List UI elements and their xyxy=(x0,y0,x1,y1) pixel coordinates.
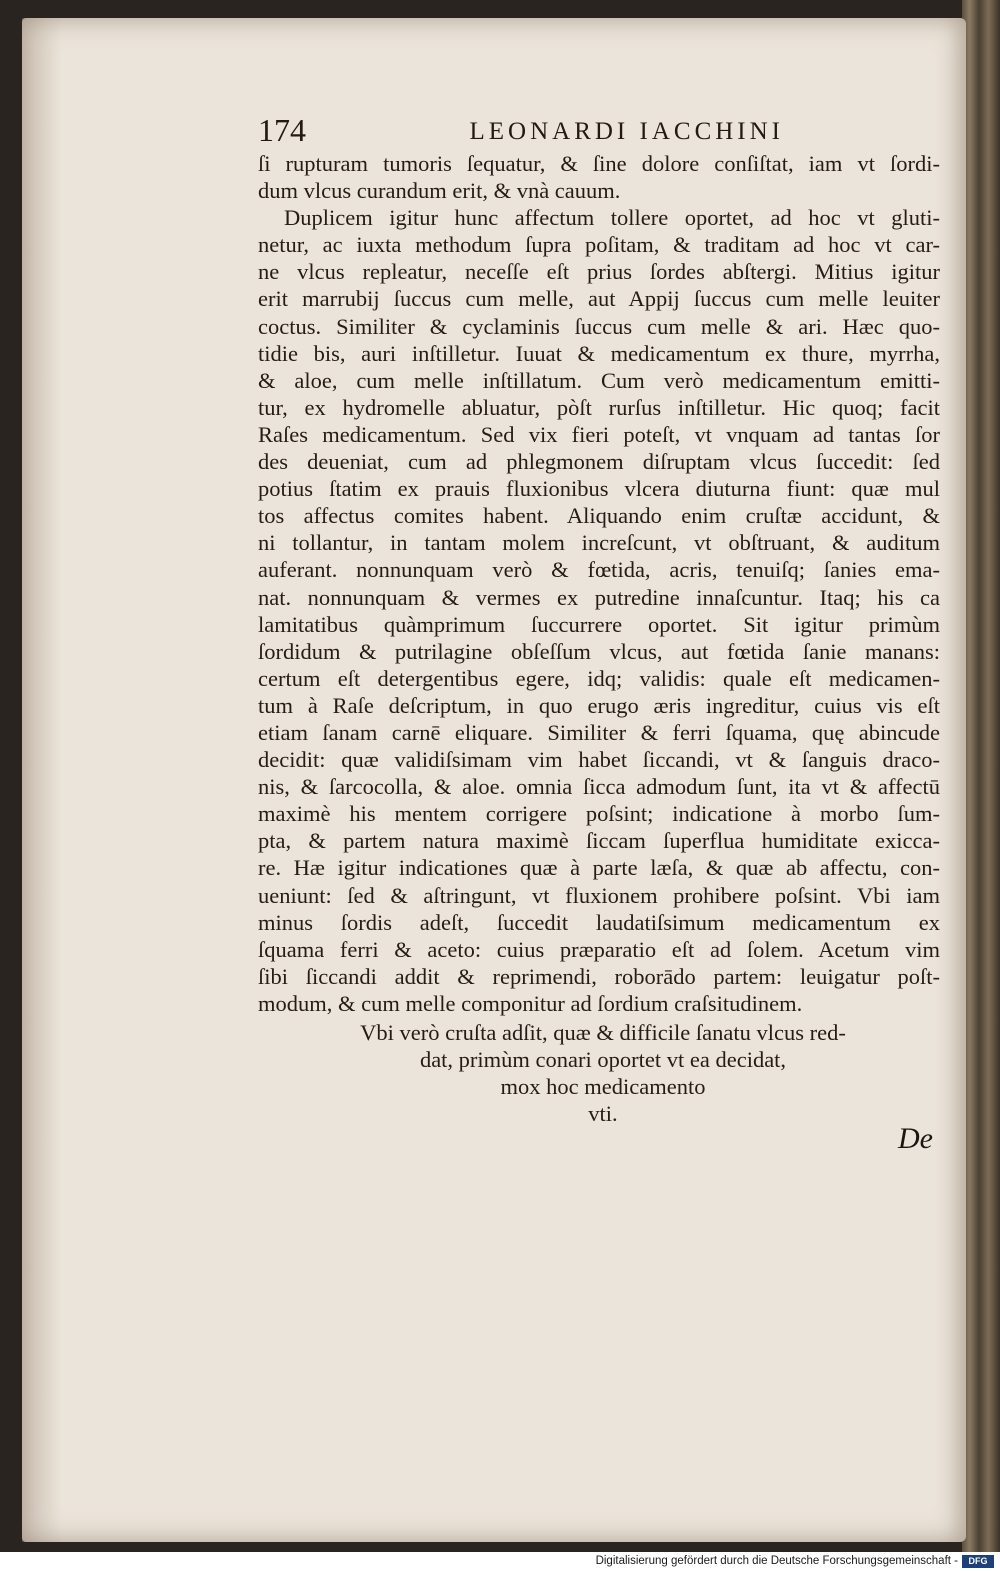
body-text xyxy=(258,150,948,1017)
text-line: auferant. nonnunquam verò & fœtida, acris, tenuiſq; ſanies ema- xyxy=(258,557,940,583)
text-line: netur, ac iuxta methodum ſupra poſitam, & traditam ad hoc vt car- xyxy=(258,232,940,258)
text-line: des deueniat, cum ad phlegmonem diſruptam vlcus ſuccedit: ſed xyxy=(258,449,940,475)
text-line: Raſes medicamentum. Sed vix fieri poteſt, vt vnquam ad tantas ſor xyxy=(258,421,940,447)
text-line: ne vlcus repleatur, neceſſe eſt prius ſordes abſtergi. Mitius igitur xyxy=(258,259,940,285)
text-line: dum vlcus curandum erit, & vnà cauum. xyxy=(258,178,621,204)
gutter-shadow xyxy=(22,18,62,1542)
catchword: De xyxy=(898,1122,933,1155)
text-line: pta, & partem natura maximè ſiccam ſuperflua humiditate exicca- xyxy=(258,828,940,854)
text-line: maximè his mentem corrigere poſsint; indicatione à morbo ſum- xyxy=(258,801,940,827)
text-line: etiam ſanam carnē eliquare. Similiter & ferri ſquama, quę abincude xyxy=(258,719,940,745)
text-line: nat. nonnunquam & vermes ex putredine innaſcuntur. Itaq; his ca xyxy=(258,584,940,610)
dfg-logo: DFG xyxy=(962,1555,994,1568)
book-edge xyxy=(962,0,1000,1552)
text-line: minus ſordis adeſt, ſuccedit laudatiſsimum medicamentum ex xyxy=(258,909,940,935)
text-line: nis, & ſarcocolla, & aloe. omnia ſicca admodum ſunt, ita vt & affectū xyxy=(258,774,940,800)
text-line: modum, & cum melle componitur ad ſordium craſsitudinem. xyxy=(258,990,803,1016)
text-line: re. Hæ igitur indicationes quæ à parte læſa, & quæ ab affectu, con- xyxy=(258,855,940,881)
text-line: ueniunt: ſed & aſtringunt, vt fluxionem prohibere poſsint. Vbi iam xyxy=(258,882,940,908)
text-line: certum eſt detergentibus egere, idq; validis: quale eſt medicamen- xyxy=(258,665,940,691)
text-line: ſi rupturam tumoris ſequatur, & ſine dolore conſiſtat, iam vt ſordi- xyxy=(258,151,940,176)
text-line: ſibi ſiccandi addit & reprimendi, roborādo partem: leuigatur poſt- xyxy=(258,963,940,989)
text-line: potius ſtatim ex prauis fluxionibus vlcera diuturna fiunt: quæ mul xyxy=(258,476,940,502)
funding-credit: Digitalisierung gefördert durch die Deutsche Forschungsgemeinschaft - xyxy=(595,1555,958,1567)
page-number: 174 xyxy=(258,112,306,148)
tail-line: Vbi verò cruſta adſit, quæ & difficile ſanatu vlcus red- xyxy=(360,1020,846,1046)
text-line: decidit: quæ validiſsimam vim habet ſiccandi, vt & ſanguis draco- xyxy=(258,747,940,773)
text-line: & aloe, cum melle inſtillatum. Cum verò medicamentum emitti- xyxy=(258,367,940,393)
text-line: Duplicem igitur hunc affectum tollere oportet, ad hoc vt gluti- xyxy=(284,205,940,231)
running-head: LEONARDI IACCHINI xyxy=(469,118,784,145)
text-line: ni tollantur, in tantam molem increſcunt, vt obſtruant, & auditum xyxy=(258,530,940,556)
text-line: tos affectus comites habent. Aliquando enim cruſtæ accidunt, & xyxy=(258,503,940,529)
text-line: tum à Raſe deſcriptum, in quo erugo æris ingreditur, cuius vis eſt xyxy=(258,692,940,718)
text-line: coctus. Similiter & cyclaminis ſuccus cum melle & ari. Hæc quo- xyxy=(258,313,940,339)
tail-line: dat, primùm conari oportet vt ea decidat, xyxy=(419,1047,787,1073)
page-header xyxy=(258,112,790,148)
tail-paragraph xyxy=(258,1019,948,1127)
text-line: tur, ex hydromelle abluatur, pòſt rurſus inſtilletur. Hic quoq; facit xyxy=(258,394,940,420)
text-line: ſordidum & putrilagine obſeſſum vlcus, aut fœtida ſanie manans: xyxy=(258,638,940,664)
text-line: lamitatibus quàmprimum ſuccurrere oportet. Sit igitur primùm xyxy=(258,611,940,637)
text-line: tidie bis, auri inſtilletur. Iuuat & medicamentum ex thure, myrrha, xyxy=(258,340,940,366)
tail-line: vti. xyxy=(588,1101,618,1127)
text-line: ſquama ferri & aceto: cuius præparatio eſt ad ſolem. Acetum vim xyxy=(258,936,940,962)
tail-line: mox hoc medicamento xyxy=(500,1074,706,1100)
text-line: erit marrubij ſuccus cum melle, aut Appij ſuccus cum melle leuiter xyxy=(258,286,940,312)
